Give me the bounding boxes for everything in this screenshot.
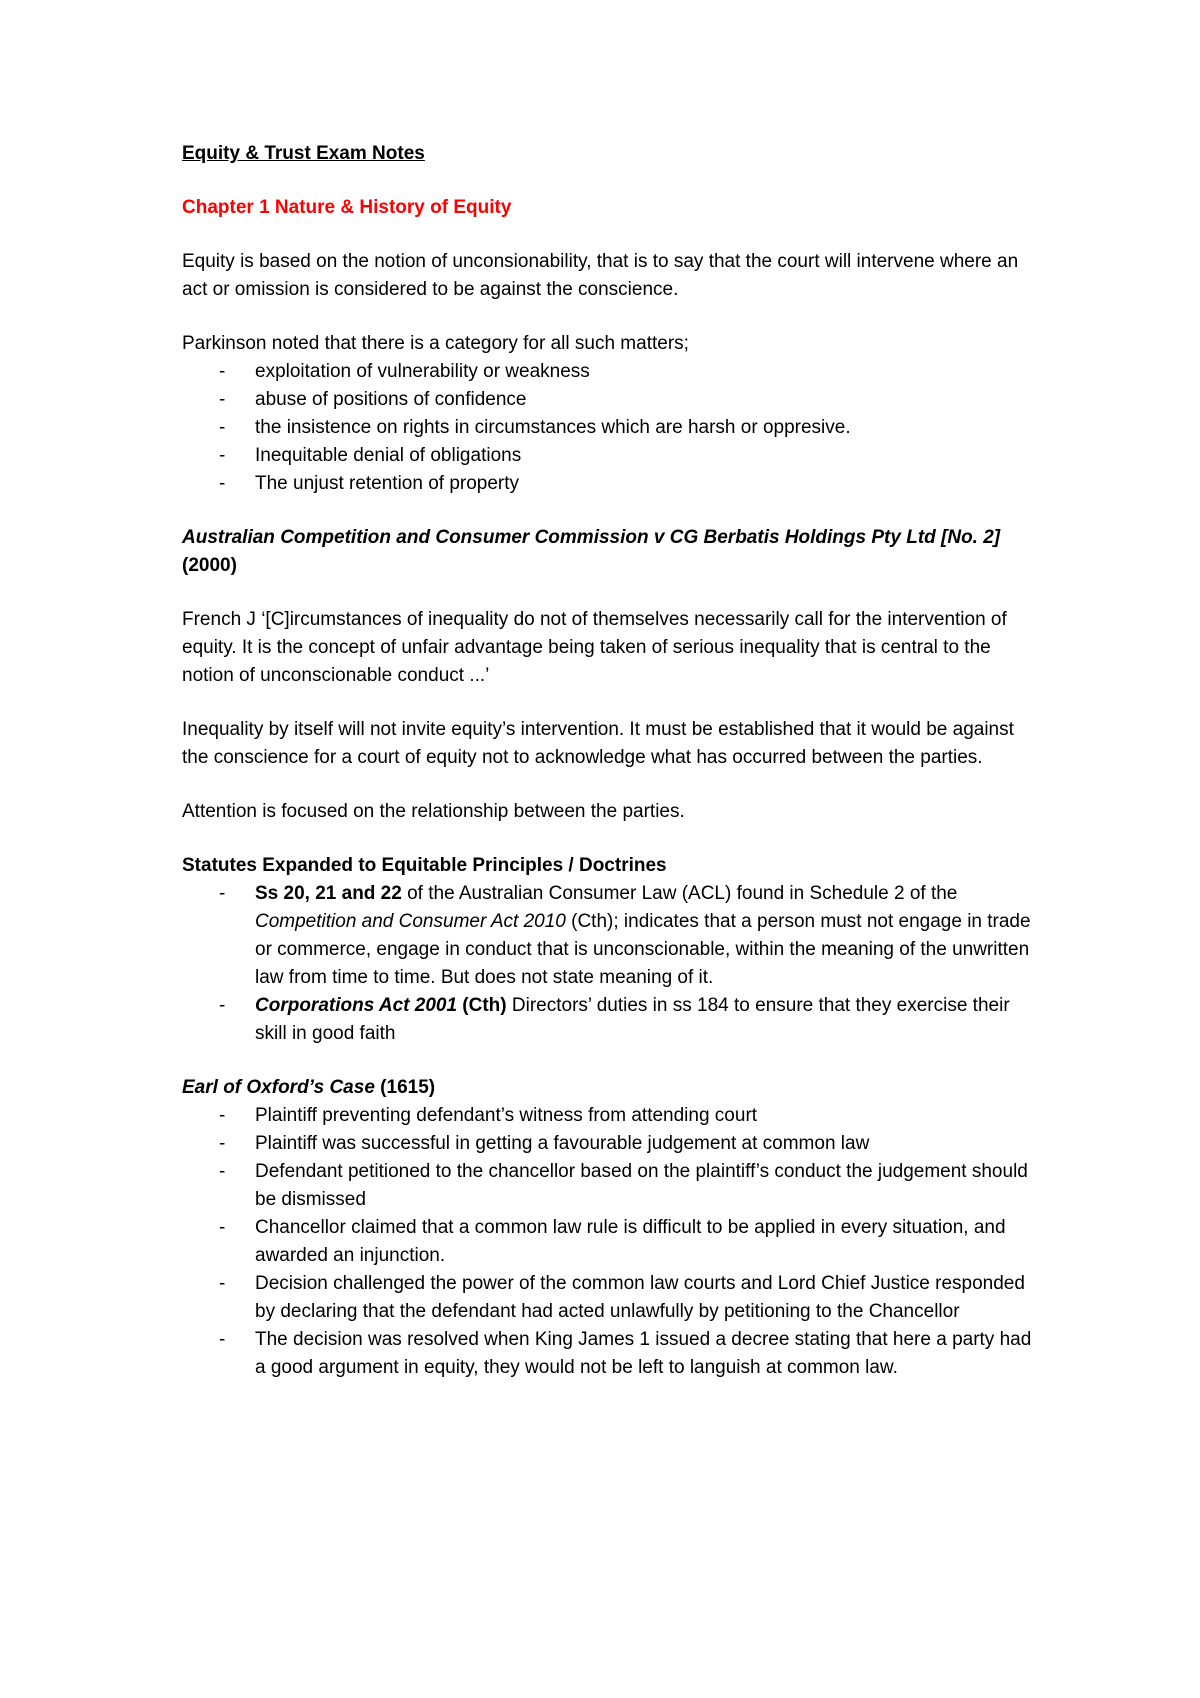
oxford-list <box>182 1102 1032 1382</box>
attention-paragraph: Attention is focused on the relationship between the parties. <box>182 801 685 822</box>
document-page <box>182 140 1032 1382</box>
statutes-list <box>182 880 1032 1048</box>
list-item: - Corporations Act 2001 (Cth) Directors’ duties in ss 184 to ensure that they exercise their skill in good faith <box>182 992 1032 1048</box>
list-item: - The unjust retention of property <box>182 470 1032 498</box>
intro-paragraph: Equity is based on the notion of unconsionability, that is to say that the court will intervene where an act or omission is considered to be against the conscience. <box>182 251 1019 300</box>
list-item: - Ss 20, 21 and 22 of the Australian Consumer Law (ACL) found in Schedule 2 of the Competition and Consumer Act 2010 (Cth); indicates that a person must not engage in trade or commerce, engage in conduct that is unconscionable, within the meaning of the unwritten law from time to time. But does not state meaning of it. <box>182 880 1032 992</box>
list-item: - Plaintiff preventing defendant’s witness from attending court <box>182 1102 1032 1130</box>
list-item: - Defendant petitioned to the chancellor based on the plaintiff’s conduct the judgement should be dismissed <box>182 1158 1032 1214</box>
sections-ref: Ss 20, 21 and 22 <box>255 883 402 904</box>
list-item: - Chancellor claimed that a common law rule is difficult to be applied in every situation, and awarded an injunction. <box>182 1214 1032 1270</box>
list-item: - abuse of positions of confidence <box>182 386 1032 414</box>
case-name: Earl of Oxford’s Case <box>182 1077 375 1098</box>
inequality-paragraph: Inequality by itself will not invite equity’s intervention. It must be established that it would be against the conscience for a court of equity not to acknowledge what has occurred between the parties. <box>182 719 1014 768</box>
list-item: - The decision was resolved when King James 1 issued a decree stating that here a party had a good argument in equity, they would not be left to languish at common law. <box>182 1326 1032 1382</box>
statutes-heading: Statutes Expanded to Equitable Principles / Doctrines <box>182 855 667 876</box>
parkinson-list <box>182 358 1032 498</box>
case-heading-accc <box>182 524 1032 580</box>
case-year: (1615) <box>374 1077 436 1098</box>
list-item: - exploitation of vulnerability or weakness <box>182 358 1032 386</box>
list-item: - Plaintiff was successful in getting a favourable judgement at common law <box>182 1130 1032 1158</box>
chapter-heading: Chapter 1 Nature & History of Equity <box>182 197 512 218</box>
french-quote: French J ‘[C]ircumstances of inequality do not of themselves necessarily call for the intervention of equity. It is the concept of unfair advantage being taken of serious inequality that is central to the notion of unconscionable conduct ...’ <box>182 609 1007 686</box>
list-item: - the insistence on rights in circumstances which are harsh or oppresive. <box>182 414 1032 442</box>
act-name: Competition and Consumer Act 2010 <box>255 911 566 932</box>
parkinson-intro: Parkinson noted that there is a category for all such matters; <box>182 333 689 354</box>
list-item: - Decision challenged the power of the common law courts and Lord Chief Justice responded by declaring that the defendant had acted unlawfully by petitioning to the Chancellor <box>182 1270 1032 1326</box>
act-name: Corporations Act 2001 <box>255 995 458 1016</box>
case-name: Australian Competition and Consumer Commission v CG Berbatis Holdings Pty Ltd [No. 2] <box>182 527 1001 548</box>
list-item: - Inequitable denial of obligations <box>182 442 1032 470</box>
case-heading-oxford <box>182 1074 1032 1102</box>
case-year: (2000) <box>182 555 237 576</box>
document-title: Equity & Trust Exam Notes <box>182 143 425 164</box>
